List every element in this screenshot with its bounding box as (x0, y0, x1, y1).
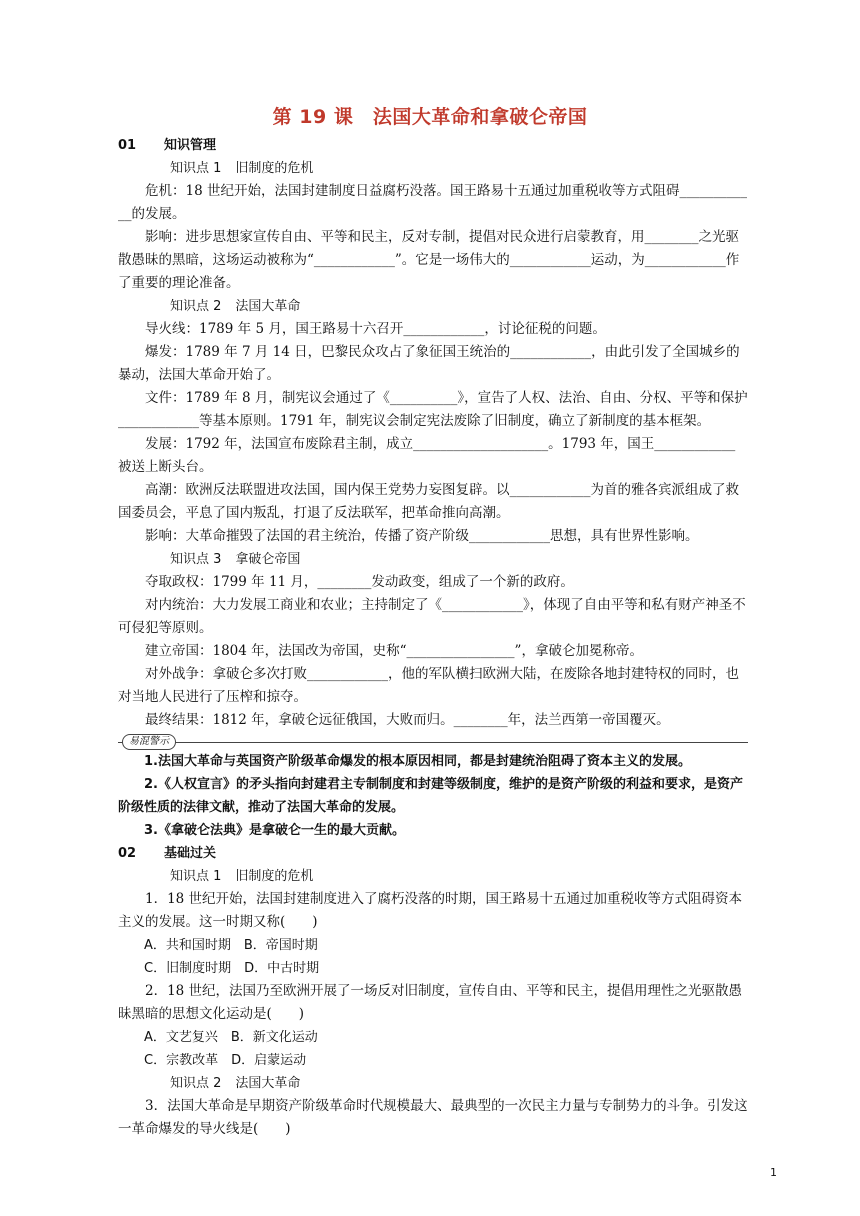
question-options: C．宗教改革 D．启蒙运动 (144, 1053, 307, 1068)
knowledge-point-number: 知识点 1 (170, 161, 222, 176)
question-options: A．文艺复兴 B．新文化运动 (144, 1030, 318, 1045)
knowledge-point-label: 旧制度的危机 (235, 161, 314, 176)
page-number: 1 (770, 1166, 777, 1179)
section-number: 02 (118, 846, 137, 861)
question-stem: 2．18 世纪，法国乃至欧洲开展了一场反对旧制度，宣传自由、平等和民主，提倡用理性之光驱散愚昧黑暗的思想文化运动是( ) (118, 983, 743, 1022)
knowledge-point-heading (118, 1072, 748, 1095)
paragraph: 建立帝国：1804 年，法国改为帝国，史称“________________”，拿破仑加冕称帝。 (145, 643, 643, 659)
section-label: 知识管理 (164, 138, 217, 153)
paragraph: 影响：大革命摧毁了法国的君主统治，传播了资产阶级____________思想，具有世界性影响。 (145, 528, 699, 544)
question-options: A．共和国时期 B．帝国时期 (144, 938, 318, 953)
paragraph: 对外战争：拿破仑多次打败____________，他的军队横扫欧洲大陆，在废除各地封建特权的同时，也对当地人民进行了压榨和掠夺。 (118, 666, 739, 705)
warning-item: 3.《拿破仑法典》是拿破仑一生的最大贡献。 (144, 823, 405, 838)
section-label: 基础过关 (164, 846, 217, 861)
knowledge-point-number: 知识点 1 (170, 869, 222, 884)
paragraph: 夺取政权：1799 年 11 月，________发动政变，组成了一个新的政府。 (145, 574, 574, 590)
question-options: C．旧制度时期 D．中古时期 (144, 961, 320, 976)
section-number: 01 (118, 138, 137, 153)
knowledge-point-number: 知识点 2 (170, 1076, 222, 1091)
knowledge-point-label: 拿破仑帝国 (235, 552, 301, 567)
warning-item: 2.《人权宣言》的矛头指向封建君主专制制度和封建等级制度，维护的是资产阶级的利益和要求，是资产阶级性质的法律文献，推动了法国大革命的发展。 (118, 777, 743, 815)
divider-line (118, 742, 748, 743)
question-stem: 3．法国大革命是早期资产阶级革命时代规模最大、最典型的一次民主力量与专制势力的斗争。引发这一革命爆发的导火线是( ) (118, 1098, 748, 1137)
question-stem: 1．18 世纪开始，法国封建制度进入了腐朽没落的时期，国王路易十五通过加重税收等方式阻碍资本主义的发展。这一时期又称( ) (118, 891, 743, 930)
paragraph: 导火线：1789 年 5 月，国王路易十六召开____________，讨论征税的问题。 (145, 321, 606, 337)
paragraph: 对内统治：大力发展工商业和农业；主持制定了《____________》，体现了自由平等和私有财产神圣不可侵犯等原则。 (118, 597, 746, 636)
knowledge-point-heading (118, 548, 748, 571)
knowledge-point-number: 知识点 2 (170, 299, 222, 314)
knowledge-point-label: 旧制度的危机 (235, 869, 314, 884)
warning-item: 1.法国大革命与英国资产阶级革命爆发的根本原因相同，都是封建统治阻碍了资本主义的发展。 (144, 754, 691, 769)
lesson-title: 第 19 课 法国大革命和拿破仑帝国 (272, 106, 588, 128)
paragraph: 影响：进步思想家宣传自由、平等和民主，反对专制，提倡对民众进行启蒙教育，用________之光驱散愚昧的黑暗，这场运动被称为“____________”。它是一场伟大的____________运动，为____________作了重要的理论准备。 (118, 229, 740, 291)
warning-divider (118, 734, 748, 750)
knowledge-point-heading (118, 157, 748, 180)
knowledge-point-label: 法国大革命 (235, 299, 301, 314)
paragraph: 爆发：1789 年 7 月 14 日，巴黎民众攻占了象征国王统治的____________，由此引发了全国城乡的暴动，法国大革命开始了。 (118, 344, 740, 383)
knowledge-point-number: 知识点 3 (170, 552, 222, 567)
paragraph: 危机：18 世纪开始，法国封建制度日益腐朽没落。国王路易十五通过加重税收等方式阻碍____________的发展。 (118, 183, 747, 222)
knowledge-point-heading (118, 295, 748, 318)
warning-tag: 易混警示 (122, 734, 176, 750)
knowledge-point-heading (118, 865, 748, 888)
section-heading-knowledge (118, 134, 748, 157)
paragraph: 发展：1792 年，法国宣布废除君主制，成立____________________。1793 年，国王____________被送上断头台。 (118, 436, 736, 475)
paragraph: 文件：1789 年 8 月，制宪议会通过了《__________》，宣告了人权、法治、自由、分权、平等和保护____________等基本原则。1791 年，制宪议会制定宪法废除了旧制度，确立了新制度的基本框架。 (118, 390, 748, 429)
paragraph: 最终结果：1812 年，拿破仑远征俄国，大败而归。________年，法兰西第一帝国覆灭。 (145, 712, 670, 728)
document-body (118, 134, 748, 1141)
section-heading-basics (118, 842, 748, 865)
paragraph: 高潮：欧洲反法联盟进攻法国，国内保王党势力妄图复辟。以____________为首的雅各宾派组成了救国委员会，平息了国内叛乱，打退了反法联军，把革命推向高潮。 (118, 482, 739, 521)
knowledge-point-label: 法国大革命 (235, 1076, 301, 1091)
